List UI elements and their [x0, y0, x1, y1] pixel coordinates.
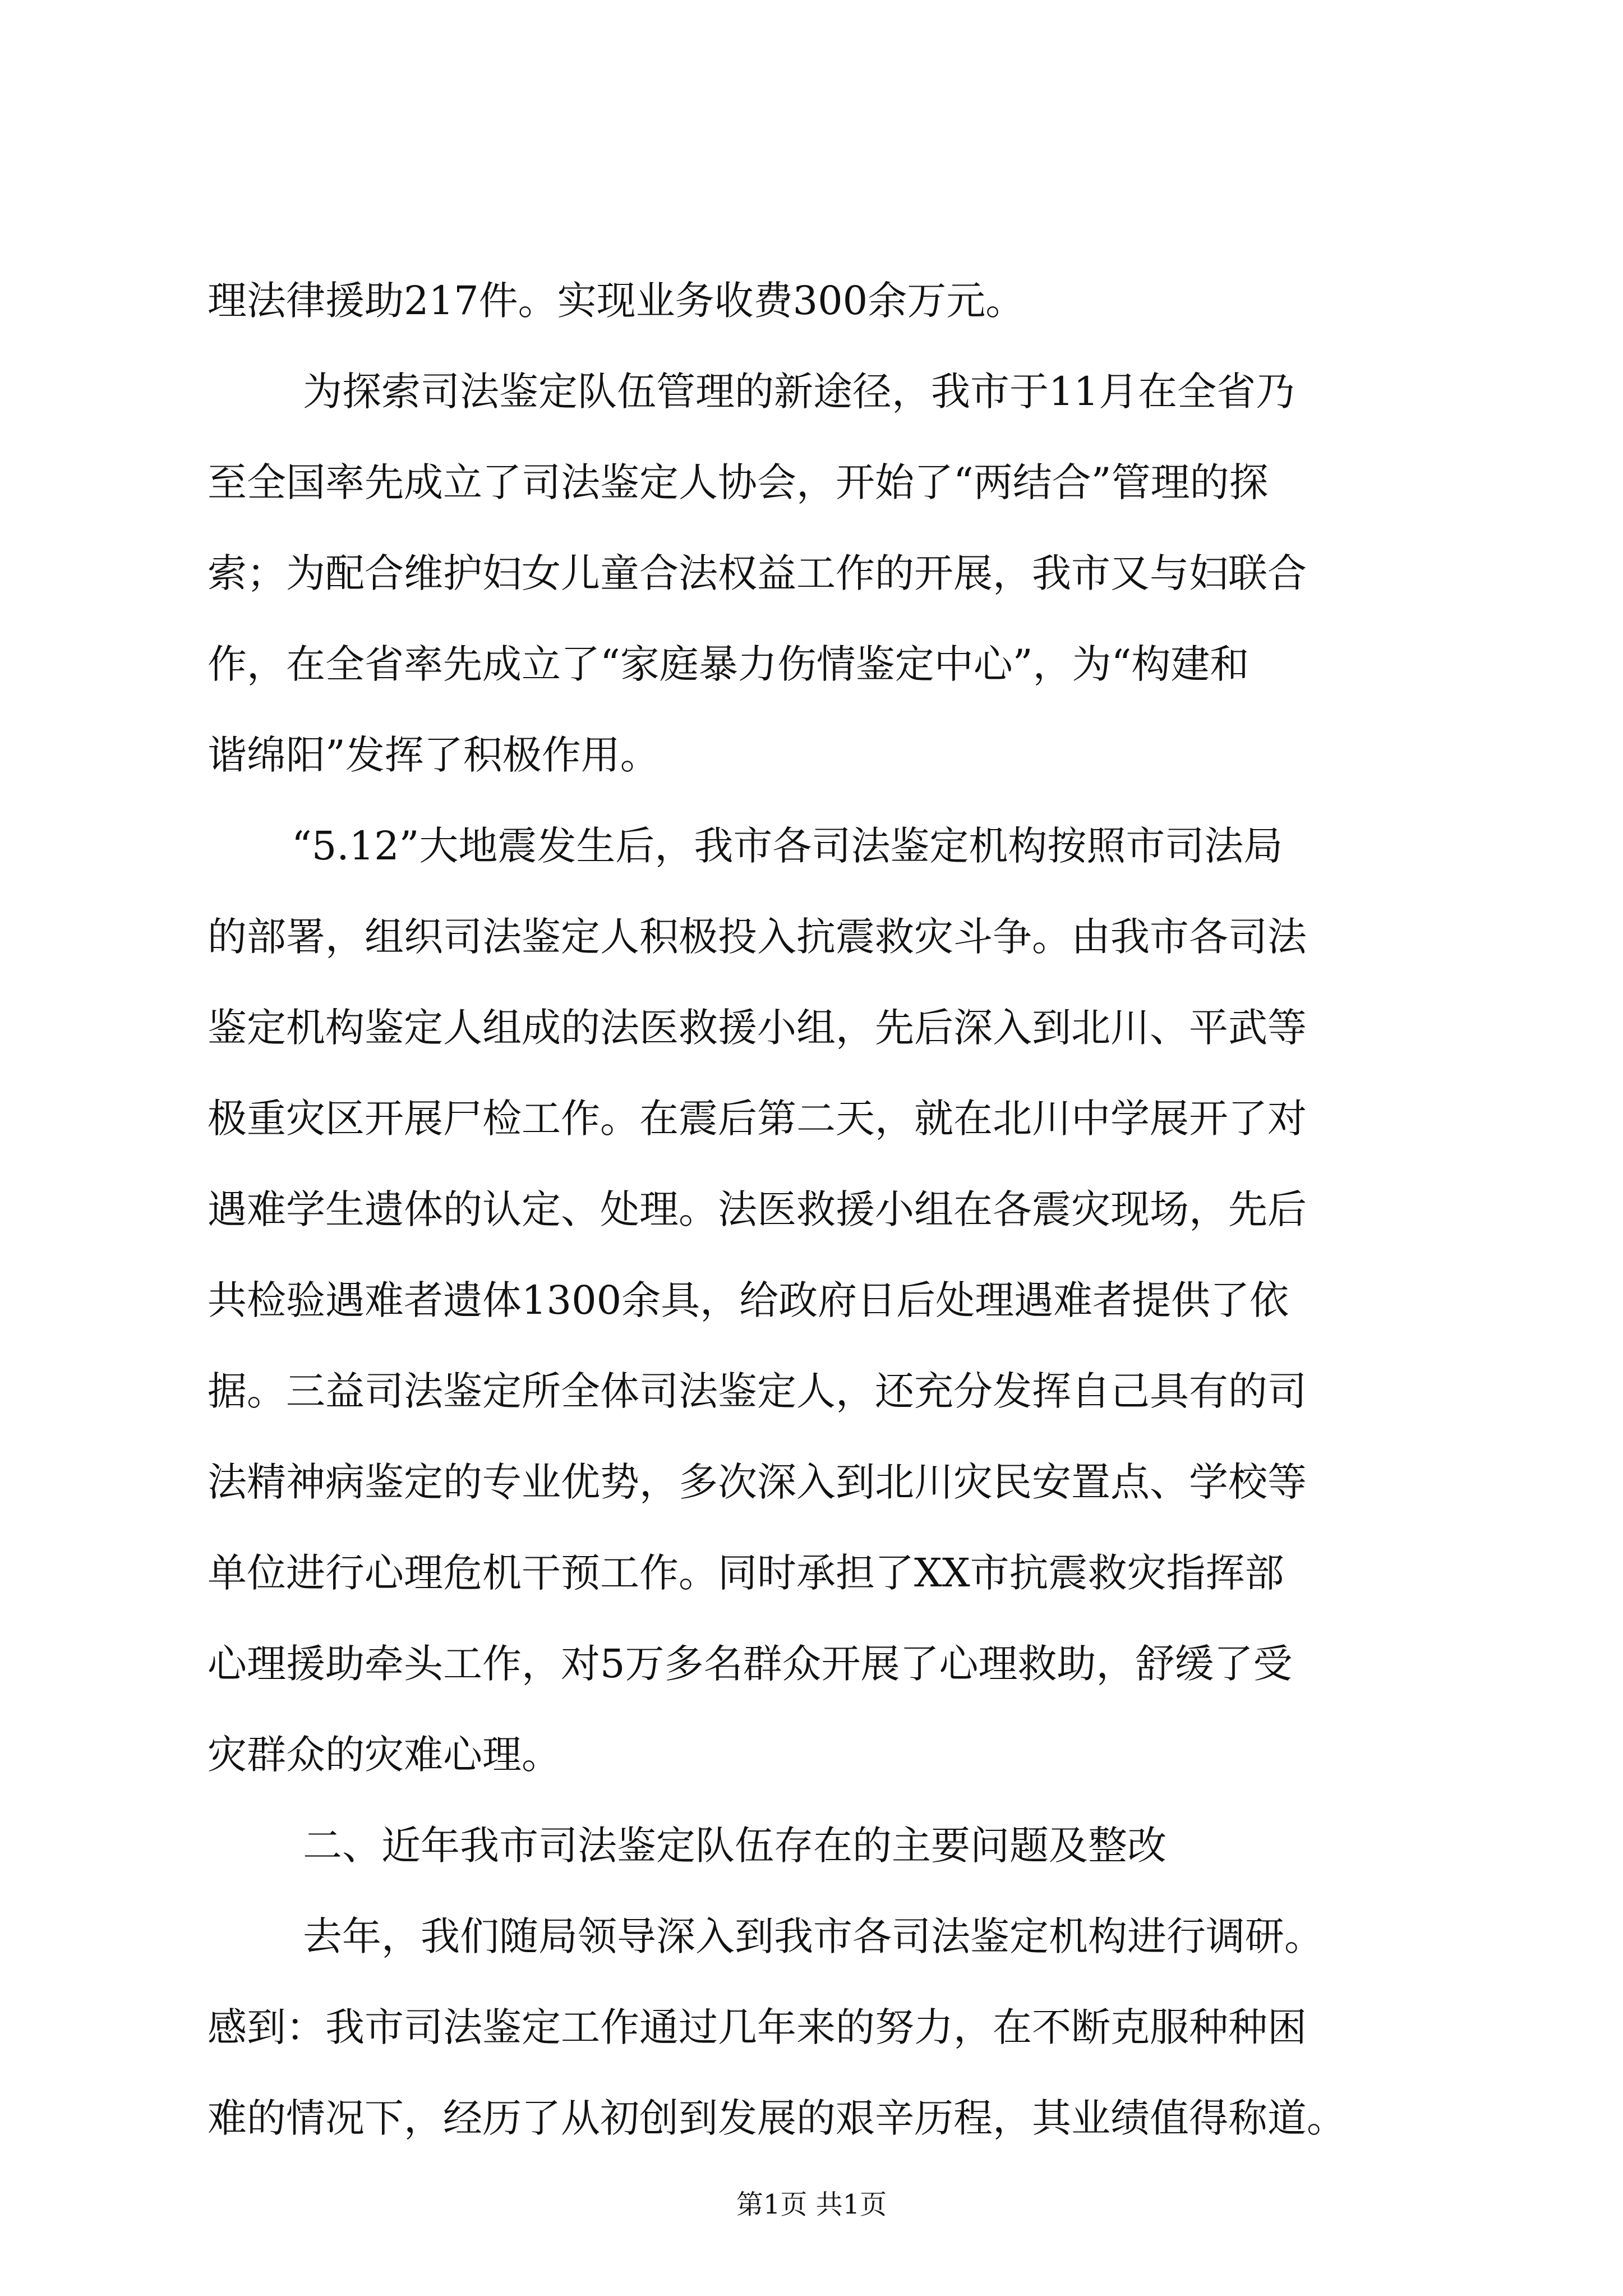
body-line: 作，在全省率先成立了“家庭暴力伤情鉴定中心”，为“构建和 [208, 641, 1249, 687]
body-line: 为探索司法鉴定队伍管理的新途径，我市于11月在全省乃 [303, 369, 1295, 415]
body-line: 谐绵阳”发挥了积极作用。 [208, 732, 660, 778]
body-line: 法精神病鉴定的专业优势，多次深入到北川灾民安置点、学校等 [208, 1459, 1307, 1505]
body-line: 遇难学生遗体的认定、处理。法医救援小组在各震灾现场，先后 [208, 1186, 1307, 1232]
section-heading: 二、近年我市司法鉴定队伍存在的主要问题及整改 [303, 1823, 1166, 1869]
body-line: 感到：我市司法鉴定工作通过几年来的努力，在不断克服种种困 [208, 2004, 1307, 2050]
body-line: 单位进行心理危机干预工作。同时承担了XX市抗震救灾指挥部 [208, 1550, 1284, 1596]
body-line: 极重灾区开展尸检工作。在震后第二天，就在北川中学展开了对 [208, 1096, 1307, 1142]
body-line: 理法律援助217件。实现业务收费300余万元。 [208, 278, 1025, 324]
body-line: 共检验遇难者遗体1300余具，给政府日后处理遇难者提供了依 [208, 1277, 1289, 1323]
body-line: 至全国率先成立了司法鉴定人协会，开始了“两结合”管理的探 [208, 459, 1269, 505]
body-line: 心理援助牵头工作，对5万多名群众开展了心理救助，舒缓了受 [208, 1641, 1293, 1687]
body-line: “5.12”大地震发生后，我市各司法鉴定机构按照市司法局 [292, 823, 1283, 869]
body-line: 去年，我们随局领导深入到我市各司法鉴定机构进行调研。 [303, 1913, 1324, 1959]
body-line: 据。三益司法鉴定所全体司法鉴定人，还充分发挥自己具有的司 [208, 1368, 1307, 1414]
body-line: 难的情况下，经历了从初创到发展的艰辛历程，其业绩值得称道。 [208, 2095, 1346, 2141]
body-line: 索；为配合维护妇女儿童合法权益工作的开展，我市又与妇联合 [208, 550, 1307, 596]
body-line: 鉴定机构鉴定人组成的法医救援小组，先后深入到北川、平武等 [208, 1005, 1307, 1051]
body-line: 的部署，组织司法鉴定人积极投入抗震救灾斗争。由我市各司法 [208, 914, 1307, 960]
body-line: 灾群众的灾难心理。 [208, 1732, 561, 1778]
page-number: 第1页 共1页 [736, 2189, 887, 2220]
